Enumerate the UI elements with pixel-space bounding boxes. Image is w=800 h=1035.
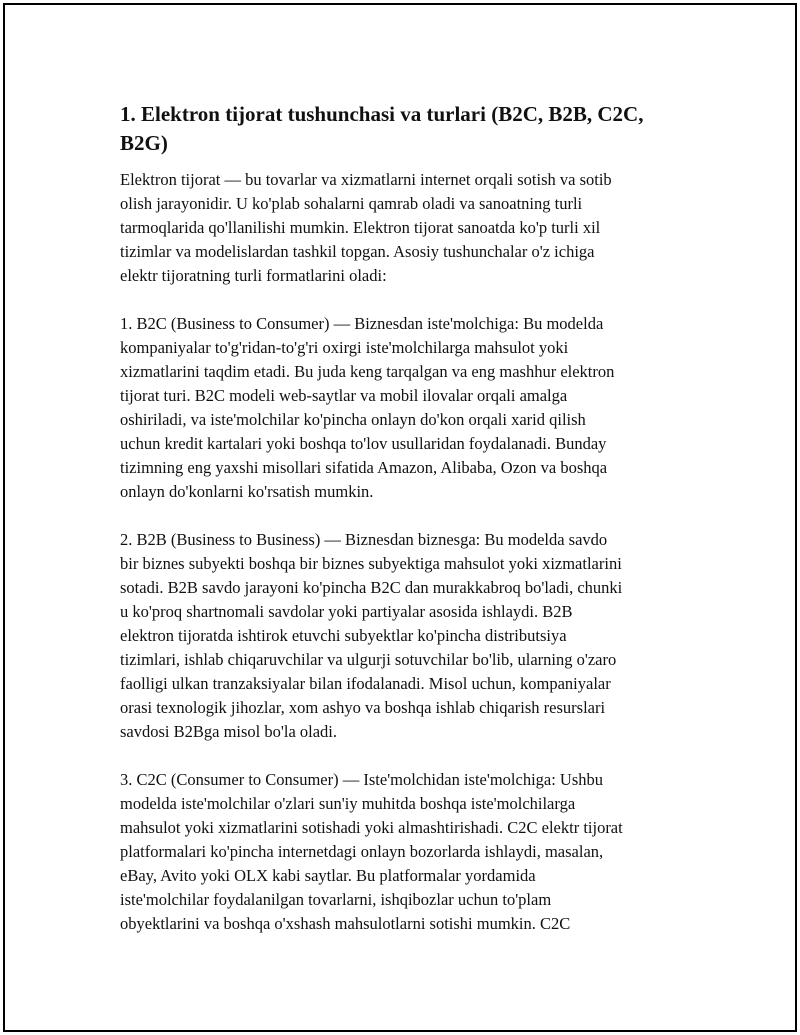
text-line: sotadi. B2B savdo jarayoni ko'pincha B2C dan murakkabroq bo'ladi, chunki: [120, 578, 623, 597]
text-line: obyektlarini va boshqa o'xshash mahsulotlarni sotishi mumkin. C2C: [120, 914, 571, 933]
paragraph-intro: [120, 168, 695, 288]
text-line: elektron tijoratda ishtirok etuvchi subyektlar ko'pincha distributsiya: [120, 626, 567, 645]
text-line: bir biznes subyekti boshqa bir biznes subyektiga mahsulot yoki xizmatlarini: [120, 554, 622, 573]
text-line: iste'molchilar foydalanilgan tovarlarni, ishqibozlar uchun to'plam: [120, 890, 552, 909]
text-line: kompaniyalar to'g'ridan-to'g'ri oxirgi iste'molchilarga mahsulot yoki: [120, 338, 569, 357]
text-line: modelda iste'molchilar o'zlari sun'iy muhitda boshqa iste'molchilarga: [120, 794, 576, 813]
text-line: orasi texnologik jihozlar, xom ashyo va boshqa ishlab chiqarish resurslari: [120, 698, 606, 717]
text-line: 3. C2C (Consumer to Consumer) — Iste'molchidan iste'molchiga: Ushbu: [120, 770, 604, 789]
document-content: [120, 100, 695, 960]
paragraph-c2c: [120, 768, 695, 936]
text-line: savdosi B2Bga misol bo'la oladi.: [120, 722, 338, 741]
text-line: Elektron tijorat — bu tovarlar va xizmatlarni internet orqali sotish va sotib: [120, 170, 612, 189]
heading-line: B2G): [120, 131, 168, 155]
paragraph-b2c: [120, 312, 695, 504]
text-line: uchun kredit kartalari yoki boshqa to'lov usullaridan foydalanadi. Bunday: [120, 434, 607, 453]
text-line: tizimlar va modelislardan tashkil topgan. Asosiy tushunchalar o'z ichiga: [120, 242, 595, 261]
section-heading: [120, 100, 695, 158]
text-line: faolligi ulkan tranzaksiyalar bilan ifodalanadi. Misol uchun, kompaniyalar: [120, 674, 611, 693]
text-line: tizimlari, ishlab chiqaruvchilar va ulgurji sotuvchilar bo'lib, ularning o'zaro: [120, 650, 617, 669]
paragraph-b2b: [120, 528, 695, 744]
page-frame: [3, 3, 797, 1032]
text-line: mahsulot yoki xizmatlarini sotishadi yoki almashtirishadi. C2C elektr tijorat: [120, 818, 623, 837]
text-line: 1. B2C (Business to Consumer) — Biznesdan iste'molchiga: Bu modelda: [120, 314, 604, 333]
text-line: olish jarayonidir. U ko'plab sohalarni qamrab oladi va sanoatning turli: [120, 194, 583, 213]
text-line: 2. B2B (Business to Business) — Biznesdan biznesga: Bu modelda savdo: [120, 530, 608, 549]
text-line: eBay, Avito yoki OLX kabi saytlar. Bu platformalar yordamida: [120, 866, 536, 885]
text-line: tarmoqlarida qo'llanilishi mumkin. Elektron tijorat sanoatda ko'p turli xil: [120, 218, 601, 237]
text-line: onlayn do'konlarni ko'rsatish mumkin.: [120, 482, 374, 501]
text-line: tizimning eng yaxshi misollari sifatida Amazon, Alibaba, Ozon va boshqa: [120, 458, 608, 477]
heading-line: 1. Elektron tijorat tushunchasi va turlari (B2C, B2B, C2C,: [120, 102, 644, 126]
text-line: platformalari ko'pincha internetdagi onlayn bozorlarda ishlaydi, masalan,: [120, 842, 604, 861]
text-line: oshiriladi, va iste'molchilar ko'pincha onlayn do'kon orqali xarid qilish: [120, 410, 586, 429]
text-line: elektr tijoratning turli formatlarini oladi:: [120, 266, 387, 285]
text-line: xizmatlarini taqdim etadi. Bu juda keng tarqalgan va eng mashhur elektron: [120, 362, 615, 381]
text-line: tijorat turi. B2C modeli web-saytlar va mobil ilovalar orqali amalga: [120, 386, 568, 405]
text-line: u ko'proq shartnomali savdolar yoki partiyalar asosida ishlaydi. B2B: [120, 602, 573, 621]
